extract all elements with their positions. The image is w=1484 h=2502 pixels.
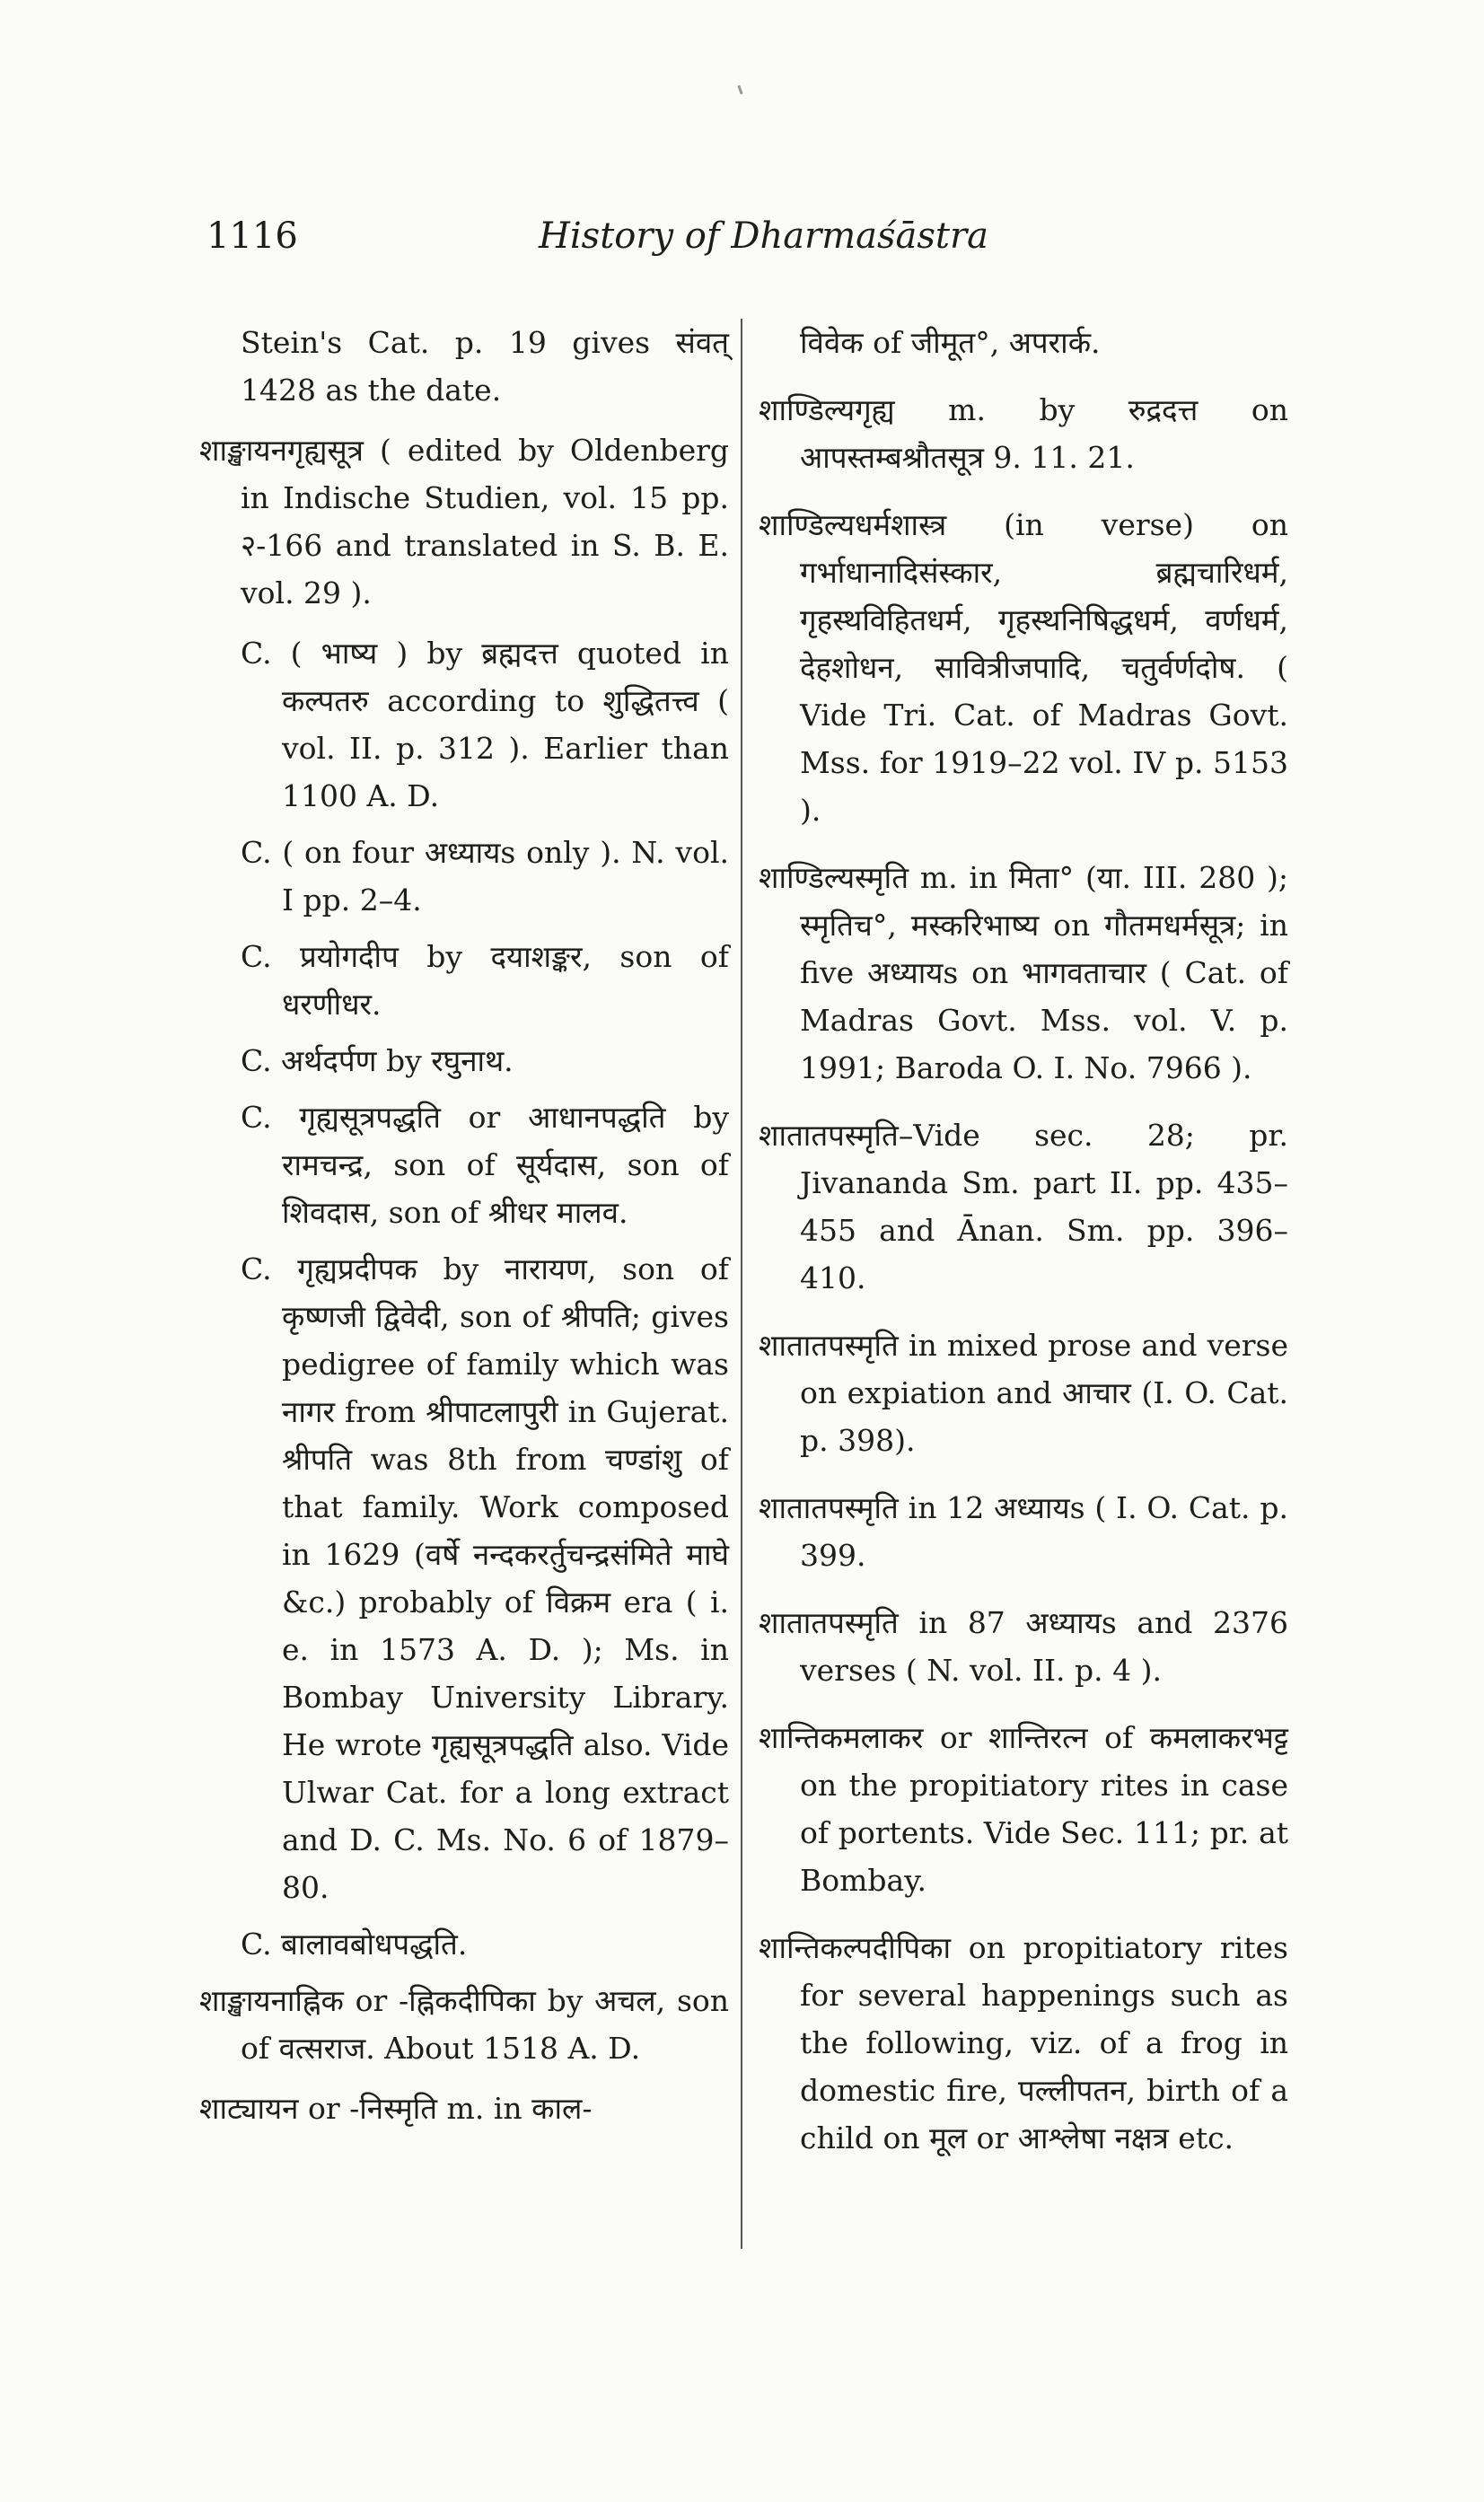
scan-mark [737, 85, 742, 94]
commentary-entry: C. बालावबोधपद्धति. [241, 1927, 468, 1962]
entry: शाङ्खायनाह्निक or -ह्निकदीपिका by अचल, son of वत्सराज. About 1518 A. D. [199, 1983, 729, 2066]
page-header [206, 215, 1248, 269]
entry: शाण्डिल्यस्मृति m. in मिता° (या. III. 280 ); स्मृतिच°, मस्करिभाष्य on गौतमधर्मसूत्र; in five अध्यायs on भागवताचार ( Cat. of Madras Govt. Mss. vol. V. p. 1991; Baroda O. I. No. 7966 ). [759, 860, 1288, 1085]
column-divider [741, 319, 742, 2249]
entry-continuation: विवेक of जीमूत°, अपरार्क. [800, 325, 1101, 360]
left-column [199, 319, 729, 2145]
entry: शातातपस्मृति in 12 अध्यायs ( I. O. Cat. p. 399. [759, 1490, 1288, 1573]
commentary-entry: C. प्रयोगदीप by दयाशङ्कर, son of धरणीधर. [241, 939, 729, 1022]
commentary-entry: C. गृह्यसूत्रपद्धति or आधानपद्धति by रामचन्द्र, son of सूर्यदास, son of शिवदास, son of श्रीधर मालव. [241, 1100, 729, 1230]
right-column [759, 319, 1288, 2182]
commentary-entry: C. ( भाष्य ) by ब्रह्मदत्त quoted in कल्पतरु according to शुद्धितत्त्व ( vol. II. p. 312 ). Earlier than 1100 A. D. [241, 636, 729, 813]
entry: शाङ्खायनगृह्यसूत्र ( edited by Oldenberg in Indische Studien, vol. 15 pp. २-166 and translated in S. B. E. vol. 29 ). [199, 433, 729, 610]
entry: शातातपस्मृति in mixed prose and verse on expiation and आचार (I. O. Cat. p. 398). [759, 1328, 1288, 1458]
running-title: History of Dharmaśāstra [539, 215, 988, 257]
entry: शाण्डिल्यधर्मशास्त्र (in verse) on गर्भाधानादिसंस्कार, ब्रह्मचारिधर्म, गृहस्थविहितधर्म, गृहस्थनिषिद्धधर्म, वर्णधर्म, देहशोधन, सावित्रीजपादि, चतुर्वर्णदोष. ( Vide Tri. Cat. of Madras Govt. Mss. for 1919–22 vol. IV p. 5153 ). [759, 507, 1288, 828]
entry: शातातपस्मृति–Vide sec. 28; pr. Jivananda Sm. part II. pp. 435–455 and Ānan. Sm. pp. 396–410. [759, 1118, 1288, 1295]
entry: शान्तिकमलाकर or शान्तिरत्न of कमलाकरभट्ट on the propitiatory rites in case of portents. Vide Sec. 111; pr. at Bombay. [759, 1720, 1288, 1898]
commentary-entry: C. ( on four अध्यायs only ). N. vol. I pp. 2–4. [241, 835, 729, 917]
commentary-entry: C. गृह्यप्रदीपक by नारायण, son of कृष्णजी द्विवेदी, son of श्रीपति; gives pedigree of family which was नागर from श्रीपाटलापुरी in Gujerat. श्रीपति was 8th from चण्डांशु of that family. Work composed in 1629 (वर्षे नन्दकरर्तुचन्द्रसंमिते माघे &c.) probably of विक्रम era ( i. e. in 1573 A. D. ); Ms. in Bombay University Library. He wrote गृह्यसूत्रपद्धति also. Vide Ulwar Cat. for a long extract and D. C. Ms. No. 6 of 1879–80. [241, 1251, 729, 1905]
page-number: 1116 [206, 215, 298, 257]
entry: शातातपस्मृति in 87 अध्यायs and 2376 verses ( N. vol. II. p. 4 ). [759, 1605, 1288, 1688]
entry: शाण्डिल्यगृह्य m. by रुद्रदत्त on आपस्तम्बश्रौतसूत्र 9. 11. 21. [759, 392, 1288, 475]
entry: शाट्यायन or -निस्मृति m. in काल- [199, 2091, 593, 2126]
entry-continuation: Stein's Cat. p. 19 gives संवत् 1428 as the date. [241, 325, 729, 408]
commentary-entry: C. अर्थदर्पण by रघुनाथ. [241, 1043, 514, 1078]
entry: शान्तिकल्पदीपिका on propitiatory rites for several happenings such as the following, viz. of a frog in domestic fire, पल्लीपतन, birth of a child on मूल or आश्लेषा नक्षत्र etc. [759, 1930, 1288, 2155]
